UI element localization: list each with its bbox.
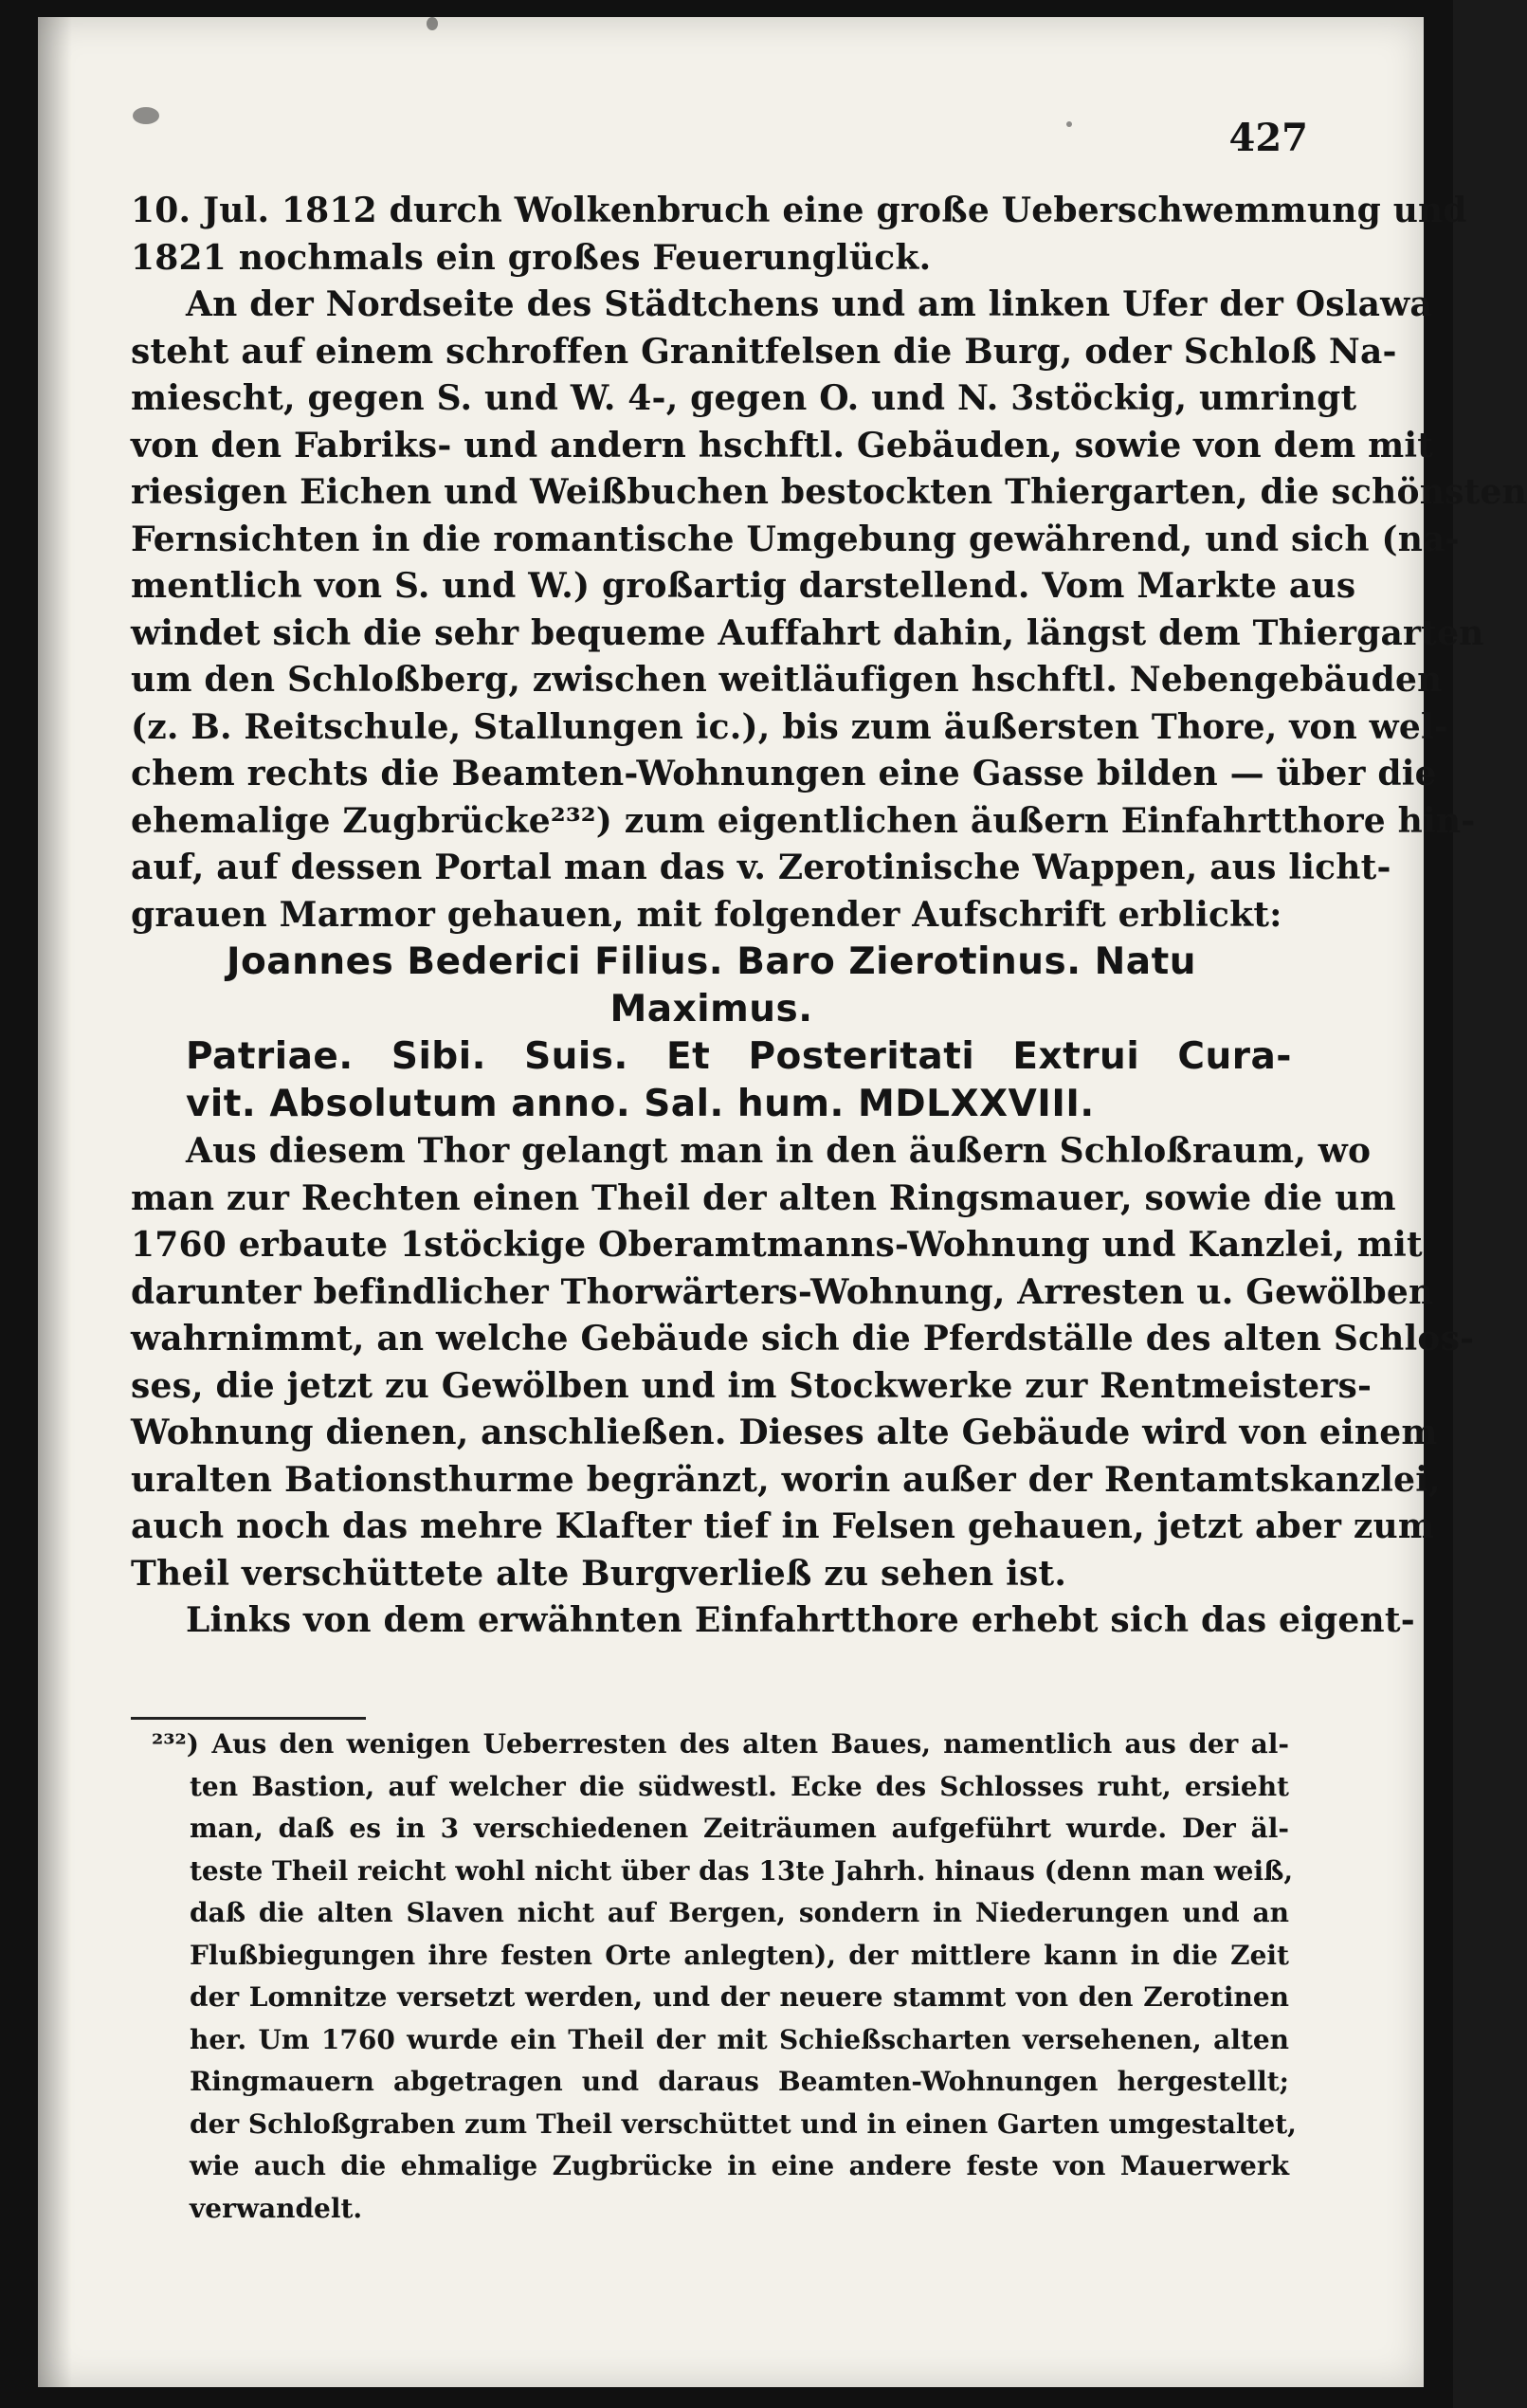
footnote-line: man, daß es in 3 verschiedenen Zeiträumen aufgeführt wurde. Der äl-: [190, 1813, 1289, 1844]
page-number: 427: [1228, 116, 1308, 160]
footnote-line: teste Theil reicht wohl nicht über das 13te Jahrh. hinaus (denn man weiß,: [190, 1854, 1294, 1887]
body-line: mentlich von S. und W.) großartig darstellend. Vom Markte aus: [131, 566, 1356, 606]
body-line: ehemalige Zugbrücke²³²) zum eigentlichen äußern Einfahrtthore hin-: [131, 800, 1476, 841]
stain-mark: [427, 17, 438, 30]
body-line: auf, auf dessen Portal man das v. Zerotinische Wappen, aus licht-: [131, 848, 1391, 887]
body-line: auch noch das mehre Klafter tief in Felsen gehauen, jetzt aber zum: [131, 1506, 1435, 1546]
inscription-line: Patriae. Sibi. Suis. Et Posteritati Extrui Cura-: [186, 1035, 1292, 1078]
body-line: chem rechts die Beamten-Wohnungen eine Gasse bilden — über die: [131, 754, 1437, 794]
footnote-line: ten Bastion, auf welcher die südwestl. Ecke des Schlosses ruht, ersieht: [190, 1770, 1289, 1802]
stain-mark: [133, 107, 159, 124]
footnotes: [152, 1724, 1297, 2230]
body-line: man zur Rechten einen Theil der alten Ringsmauer, sowie die um: [131, 1177, 1396, 1218]
footnote-line: her. Um 1760 wurde ein Theil der mit Schießscharten versehenen, alten: [190, 2023, 1289, 2055]
footnote-line: ²³²) Aus den wenigen Ueberresten des alten Baues, namentlich aus der al-: [152, 1728, 1289, 1760]
body-line: Links von dem erwähnten Einfahrtthore erhebt sich das eigent-: [186, 1600, 1415, 1640]
body-line: Theil verschüttete alte Burgverließ zu sehen ist.: [131, 1553, 1067, 1594]
body-line: miescht, gegen S. und W. 4-, gegen O. und N. 3stöckig, umringt: [131, 378, 1357, 418]
body-line: darunter befindlicher Thorwärters-Wohnung, Arresten u. Gewölben: [131, 1271, 1434, 1312]
footnote-line: daß die alten Slaven nicht auf Bergen, sondern in Niederungen und an: [190, 1897, 1289, 1928]
book-page: [38, 17, 1527, 2387]
body-line: wahrnimmt, an welche Gebäude sich die Pferdställe des alten Schlos-: [131, 1319, 1475, 1359]
body-line: Fernsichten in die romantische Umgebung gewährend, und sich (na-: [131, 519, 1460, 559]
inscription: [131, 939, 1292, 1128]
inscription-line: vit. Absolutum anno. Sal. hum. MDLXXVIII.: [186, 1083, 1095, 1125]
body-line: riesigen Eichen und Weißbuchen bestockten Thiergarten, die schönsten: [131, 472, 1527, 512]
body-line: ses, die jetzt zu Gewölben und im Stockwerke zur Rentmeisters-: [131, 1365, 1372, 1406]
body-line: grauen Marmor gehauen, mit folgender Aufschrift erblickt:: [131, 894, 1282, 935]
body-line: von den Fabriks- und andern hschftl. Gebäuden, sowie von dem mit: [131, 425, 1434, 465]
footnote-line: Flußbiegungen ihre festen Orte anlegten), der mittlere kann in die Zeit: [190, 1939, 1289, 1971]
stain-mark: [1066, 121, 1072, 127]
body-line: Wohnung dienen, anschließen. Dieses alte Gebäude wird von einem: [131, 1413, 1438, 1452]
body-line: 1821 nochmals ein großes Feuerunglück.: [131, 237, 932, 278]
body-line: 10. Jul. 1812 durch Wolkenbruch eine große Ueberschwemmung und: [131, 191, 1467, 230]
footnote-line: Ringmauern abgetragen und daraus Beamten-Wohnungen hergestellt;: [190, 2066, 1289, 2097]
body-line: windet sich die sehr bequeme Auffahrt dahin, längst dem Thiergarten: [131, 612, 1484, 653]
body-line: um den Schloßberg, zwischen weitläufigen hschftl. Nebengebäuden: [131, 660, 1443, 700]
footnote-line: verwandelt.: [190, 2192, 363, 2224]
body-line: (z. B. Reitschule, Stallungen ic.), bis zum äußersten Thore, von wel-: [131, 706, 1448, 747]
footnote-line: der Schloßgraben zum Theil verschüttet und in einen Garten umgestaltet,: [190, 2107, 1297, 2140]
body-line: An der Nordseite des Städtchens und am linken Ufer der Oslawa: [186, 284, 1432, 324]
body-line: 1760 erbaute 1stöckige Oberamtmanns-Wohnung und Kanzlei, mit: [131, 1225, 1423, 1265]
body-line: steht auf einem schroffen Granitfelsen die Burg, oder Schloß Na-: [131, 331, 1397, 372]
footnote-line: wie auch die ehmalige Zugbrücke in eine andere feste von Mauerwerk: [190, 2150, 1289, 2181]
main-text: [131, 188, 1527, 1645]
inscription-line: Maximus.: [609, 988, 813, 1031]
inscription-line: Joannes Bederici Filius. Baro Zierotinus. Natu: [226, 940, 1196, 983]
footnote-divider: [131, 1717, 366, 1720]
body-line: uralten Bationsthurme begränzt, worin außer der Rentamtskanzlei,: [131, 1459, 1441, 1500]
footnote-line: der Lomnitze versetzt werden, und der neuere stammt von den Zerotinen: [190, 1981, 1289, 2013]
body-line: Aus diesem Thor gelangt man in den äußern Schloßraum, wo: [186, 1131, 1372, 1171]
